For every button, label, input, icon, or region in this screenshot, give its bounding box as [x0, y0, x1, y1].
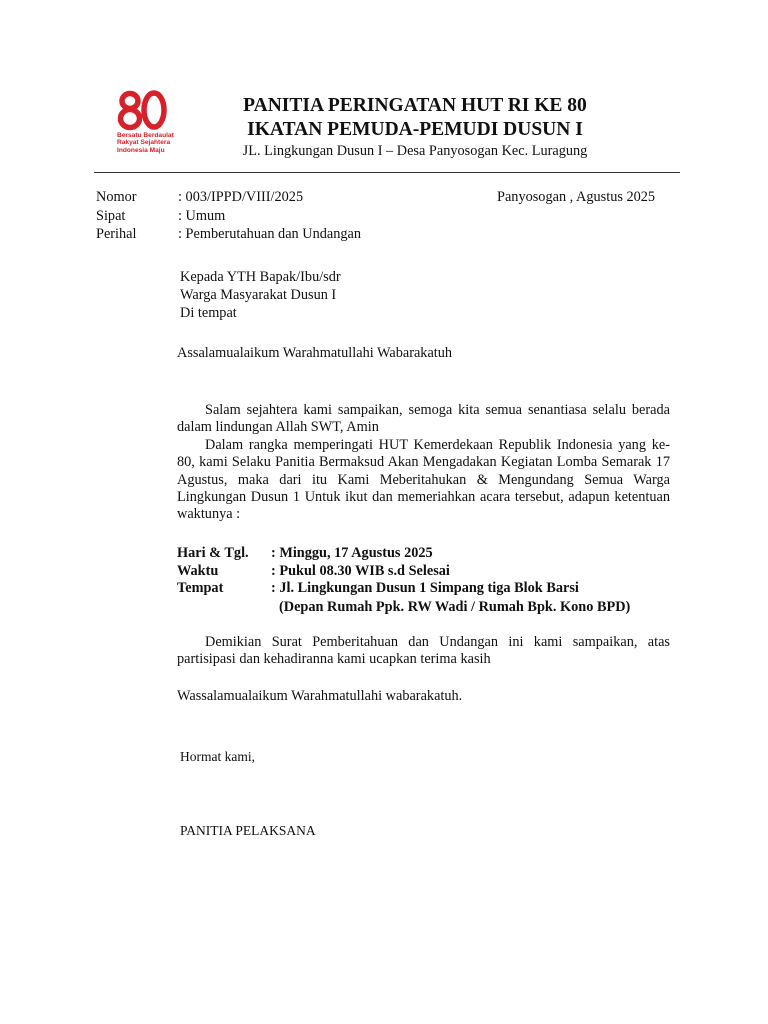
letterhead-organization: IKATAN PEMUDA-PEMUDI DUSUN I	[247, 119, 583, 140]
event-place-value: : Jl. Lingkungan Dusun 1 Simpang tiga Blok Barsi	[271, 580, 579, 596]
hut-ri-80-logo	[117, 90, 197, 165]
sipat-label: Sipat	[96, 208, 126, 224]
place-date: Panyosogan , Agustus 2025	[497, 189, 656, 205]
event-time-value: : Pukul 08.30 WIB s.d Selesai	[271, 563, 450, 579]
body-paragraph: Dalam rangka memperingati HUT Kemerdekaan Republik Indonesia yang ke-80, kami Selaku Panitia Bermaksud Akan Mengadakan Kegiatan Lomba Semarak 17 Agustus, maka dari itu Kami Meberitahukan & Mengundang Semua Warga Lingkungan Dusun 1 Untuk ikut dan memeriahkan acara tersebut, adapun ketentuan waktunya :	[177, 436, 670, 523]
letter-body	[177, 402, 670, 524]
event-time-label: Waktu	[177, 563, 219, 579]
regards: Hormat kami,	[180, 749, 255, 764]
nomor-value: : 003/IPPD/VIII/2025	[178, 189, 304, 205]
nomor-label: Nomor	[96, 189, 137, 205]
event-day-label: Hari & Tgl.	[177, 545, 249, 561]
closing-paragraph: Demikian Surat Pemberitahuan dan Undangan ini kami sampaikan, atas partisipasi dan kehadiranna kami ucapkan terima kasih	[177, 634, 670, 668]
event-place-label: Tempat	[177, 580, 224, 596]
event-place-detail: (Depan Rumah Ppk. RW Wadi / Rumah Bpk. Kono BPD)	[279, 599, 631, 615]
signer-name: PANITIA PELAKSANA	[180, 823, 316, 838]
letterhead-title: PANITIA PERINGATAN HUT RI KE 80	[243, 95, 587, 116]
recipient-line: Warga Masyarakat Dusun I	[180, 287, 337, 303]
closing-paragraph-block	[177, 634, 670, 669]
recipient-line: Di tempat	[180, 305, 237, 321]
logo-80-mark	[117, 90, 197, 132]
perihal-value: : Pemberutahuan dan Undangan	[178, 226, 362, 242]
logo-tagline-line: Rakyat Sejahtera	[117, 139, 171, 147]
logo-tagline	[117, 132, 197, 154]
closing-salutation: Wassalamualaikum Warahmatullahi wabarakatuh.	[177, 688, 463, 704]
letterhead-divider	[94, 172, 680, 173]
logo-tagline-line: Bersatu Berdaulat	[117, 132, 174, 139]
sipat-value: : Umum	[178, 208, 226, 224]
opening-greeting: Assalamualaikum Warahmatullahi Wabarakatuh	[177, 345, 453, 361]
logo-tagline-line: Indonesia Maju	[117, 146, 165, 154]
recipient-line: Kepada YTH Bapak/Ibu/sdr	[180, 269, 341, 285]
event-day-value: : Minggu, 17 Agustus 2025	[271, 545, 433, 561]
perihal-label: Perihal	[96, 226, 137, 242]
body-paragraph: Salam sejahtera kami sampaikan, semoga kita semua senantiasa selalu berada dalam lindungan Allah SWT, Amin	[177, 402, 670, 436]
letterhead-address: JL. Lingkungan Dusun I – Desa Panyosogan Kec. Luragung	[242, 143, 588, 159]
